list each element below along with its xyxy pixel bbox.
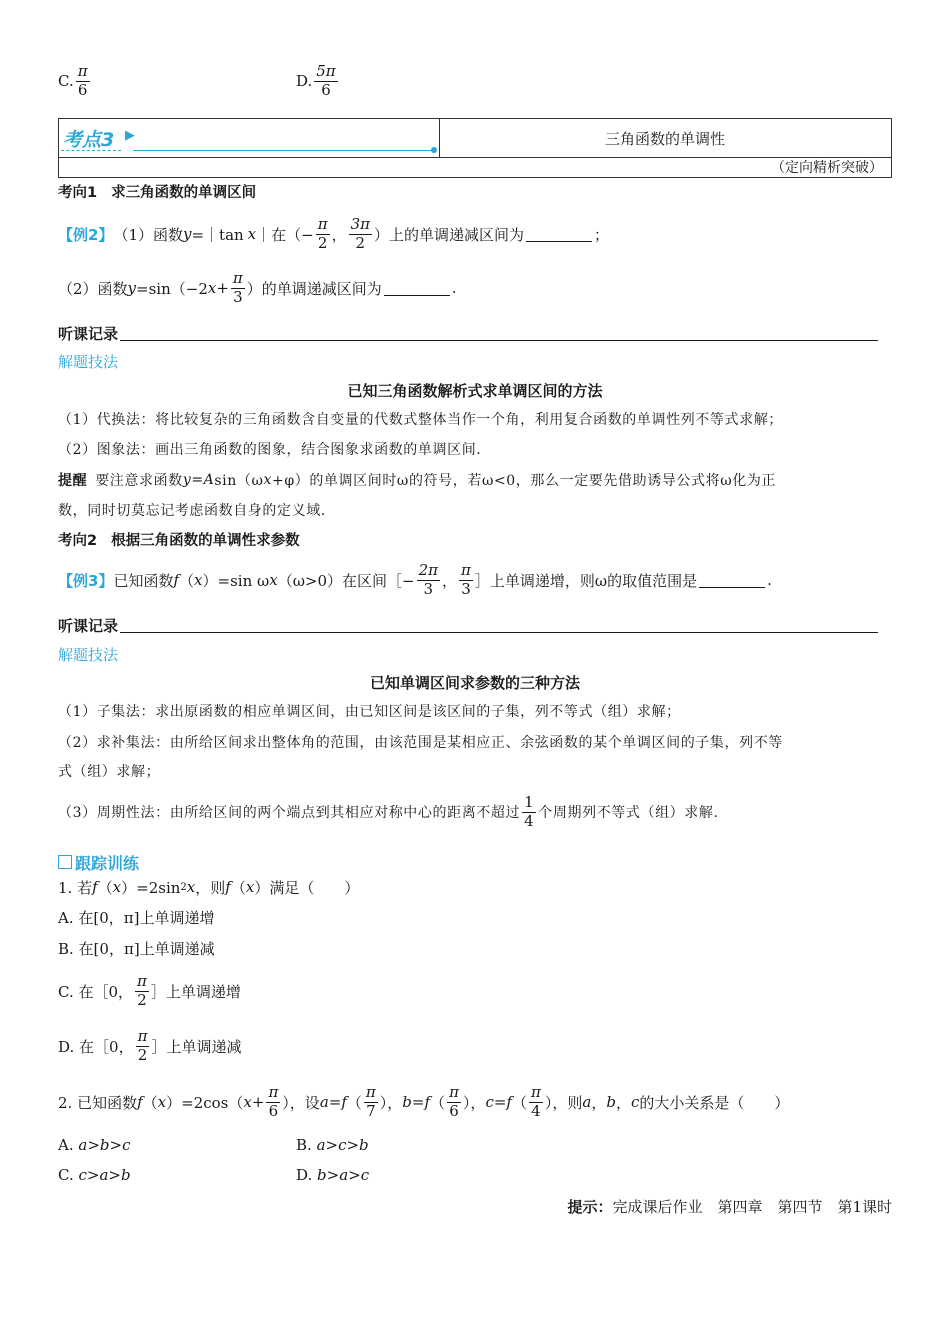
fraction: $\frac{\pi}{6}$ xyxy=(449,1082,459,1120)
lecture-notes: 听课记录 xyxy=(58,614,878,636)
practice-header: 跟踪训练 xyxy=(58,851,892,873)
section-header xyxy=(58,118,892,178)
fraction: $\frac{5\pi}{6}$ xyxy=(316,62,336,99)
question-2-option-c[interactable]: C. c>a>b xyxy=(58,1166,131,1184)
fraction: $\frac{\pi}{3}$ xyxy=(232,268,243,306)
fraction: $\frac{1}{4}$ xyxy=(524,792,535,830)
question-1-option-c[interactable]: C. 在［0， $\frac{\pi}{2}$ ］上单调递增 xyxy=(58,971,241,1009)
question-2-option-a[interactable]: A. a>b>c xyxy=(58,1136,131,1154)
notes-line[interactable] xyxy=(120,618,878,633)
question-2-option-b[interactable]: B. a>c>b xyxy=(296,1136,369,1154)
answer-blank[interactable] xyxy=(699,573,765,588)
fraction: $\frac{\pi}{3}$ xyxy=(461,560,471,598)
technique-label: 解题技法 xyxy=(58,645,119,664)
fraction: $\frac{\pi}{2}$ xyxy=(317,214,328,252)
notes-line[interactable] xyxy=(120,326,878,341)
question-1-option-a[interactable]: A. 在[0，π]上单调递增 xyxy=(58,908,215,927)
question-1-option-b[interactable]: B. 在[0，π]上单调递减 xyxy=(58,939,215,958)
question-2-option-d[interactable]: D. b>a>c xyxy=(296,1166,370,1184)
example-2-part-1: 【例2】 （1）函数 y =｜tan x ｜在（− $\frac{\pi}{2}$ ， $\frac{3\pi}{2}$ ）上的单调递减区间为 ； xyxy=(58,214,610,252)
lecture-notes: 听课记录 xyxy=(58,322,878,344)
hint-text: 完成课后作业 第四章 第四节 第1课时 xyxy=(612,1198,892,1216)
section-badge: 考点3 xyxy=(63,129,115,151)
technique-label: 解题技法 xyxy=(58,352,119,371)
hint-label: 提示： xyxy=(567,1198,613,1216)
fraction: $\frac{3\pi}{2}$ xyxy=(350,214,370,252)
method-2-title: 已知单调区间求参数的三种方法 xyxy=(369,674,580,692)
footer-hint xyxy=(567,1196,892,1217)
remind-label: 提醒 xyxy=(58,473,88,489)
play-icon: ▶ xyxy=(125,128,135,143)
section-badge-area xyxy=(59,119,440,157)
method-1-remind-cont: 数，同时切莫忘记考虑函数自身的定义域. xyxy=(58,503,326,519)
checkbox-icon xyxy=(58,855,72,869)
method-2-line-2: （2）求补集法：由所给区间求出整体角的范围，由该范围是某相应正、余弦函数的某个单调区间的子集，列不等 xyxy=(58,735,783,751)
option-c-top: C. $\frac{\pi}{6}$ xyxy=(58,62,88,99)
example-2-part-2: （2）函数 y =sin（−2 x + $\frac{\pi}{3}$ ）的单调递减区间为 . xyxy=(58,268,457,306)
method-1-remind: 提醒 要注意求函数 y = A sin（ω x +φ）的单调区间时ω的符号，若ω<0，那么一定要先借助诱导公式将ω化为正 xyxy=(58,472,777,489)
fraction: $\frac{\pi}{2}$ xyxy=(137,971,147,1009)
fraction: $\frac{\pi}{2}$ xyxy=(137,1026,148,1064)
method-1-line-2: （2）图象法：画出三角函数的图象，结合图象求函数的单调区间. xyxy=(58,442,482,458)
example-3: 【例3】 已知函数 f （ x ）=sin ω x （ω>0）在区间［− $\frac{2\pi}{3}$ ， $\frac{\pi}{3}$ ］上单调递增，则ω的取值范围是 . xyxy=(58,560,772,598)
method-1-title: 已知三角函数解析式求单调区间的方法 xyxy=(347,382,603,400)
example-tag: 【例3】 xyxy=(58,571,114,590)
direction-2: 考向2 根据三角函数的单调性求参数 xyxy=(58,532,300,549)
rule-dot xyxy=(431,147,437,153)
direction-1: 考向1 求三角函数的单调区间 xyxy=(58,184,257,201)
method-2-line-3: （3）周期性法：由所给区间的两个端点到其相应对称中心的距离不超过 $\frac{1}{4}$ 个周期列不等式（组）求解. xyxy=(58,792,719,830)
method-2-line-2-cont: 式（组）求解； xyxy=(58,764,161,780)
example-tag: 【例2】 xyxy=(58,225,114,244)
answer-blank[interactable] xyxy=(384,281,450,296)
question-1: 1. 若 f （ x ）=2sin 2 x ，则 f （ x ）满足（ ） xyxy=(58,878,360,897)
section-title: 三角函数的单调性 xyxy=(604,129,725,148)
fraction: $\frac{\pi}{6}$ xyxy=(77,62,88,99)
question-1-option-d[interactable]: D. 在［0， $\frac{\pi}{2}$ ］上单调递减 xyxy=(58,1026,242,1064)
fraction: $\frac{\pi}{6}$ xyxy=(268,1082,279,1120)
answer-blank[interactable] xyxy=(526,227,592,242)
fraction: $\frac{\pi}{7}$ xyxy=(365,1082,376,1120)
method-1-line-1: （1）代换法：将比较复杂的三角函数含自变量的代数式整体当作一个角，利用复合函数的单调性列不等式求解； xyxy=(58,412,783,428)
question-2: 2. 已知函数 f （ x ）=2cos（ x + $\frac{\pi}{6}$ ），设 a = f （ $\frac{\pi}{7}$ ）， b = f （ $\frac{\pi}{6}$ ）， c = f （ $\frac{\pi}{4}$ ），则 a ， b ， c 的大小关系是（ ） xyxy=(58,1082,790,1120)
fraction: $\frac{2\pi}{3}$ xyxy=(418,560,439,598)
method-2-line-1: （1）子集法：求出原函数的相应单调区间，由已知区间是该区间的子集，列不等式（组）求解； xyxy=(58,704,681,720)
section-subtitle: （定向精析突破） xyxy=(59,157,891,177)
badge-underline xyxy=(61,150,121,151)
option-d-top: D. $\frac{5\pi}{6}$ xyxy=(296,62,336,99)
fraction: $\frac{\pi}{4}$ xyxy=(531,1082,541,1120)
badge-rule xyxy=(133,150,433,151)
